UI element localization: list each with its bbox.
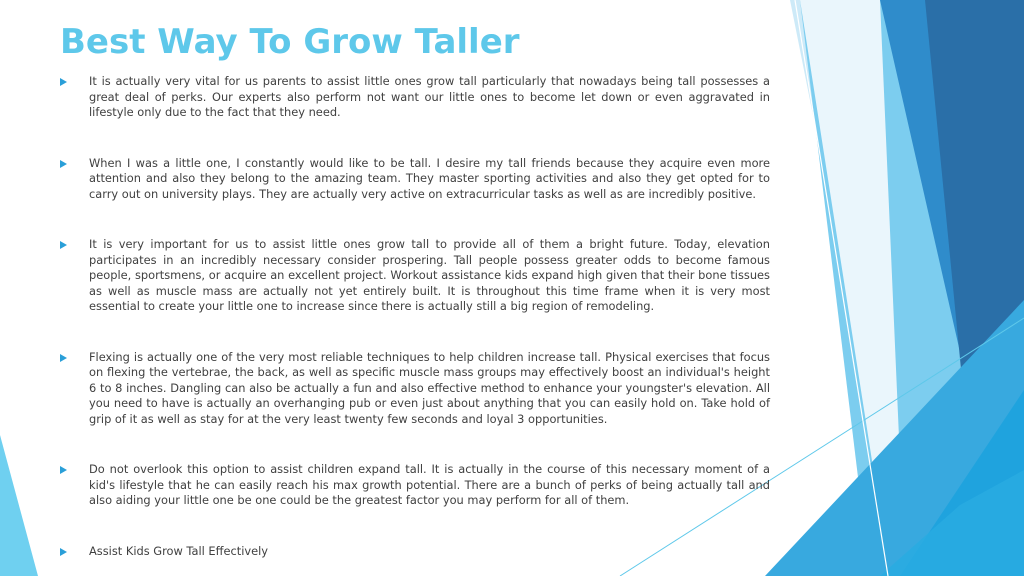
bullet-item — [58, 544, 770, 560]
bullet-item — [58, 350, 770, 428]
left-accent-shape — [0, 435, 38, 576]
triangle-bullet-icon — [60, 548, 67, 556]
triangle-bullet-icon — [60, 241, 67, 249]
bullet-item — [58, 156, 770, 203]
bullet-text: Do not overlook this option to assist children expand tall. It is actually in the course of this necessary moment of a kid's lifestyle that he can easily reach his max growth potential. There are a bunch of perks of being actually tall and also aiding your little one be one could be the greatest factor you may perform for all of them. — [89, 462, 770, 507]
bullet-item — [58, 462, 770, 509]
bullet-list — [58, 74, 770, 559]
slide-title: Best Way To Grow Taller — [60, 22, 520, 62]
bullet-item — [58, 237, 770, 315]
bullet-text: When I was a little one, I constantly would like to be tall. I desire my tall friends because they acquire even more attention and also they belong to the amazing team. They master sporting activities and also they get opted for to carry out on university plays. They are actually very active on extracurricular tasks as well as are incredibly positive. — [89, 155, 770, 201]
triangle-bullet-icon — [60, 78, 67, 86]
bullet-text: Flexing is actually one of the very most reliable techniques to help children increase tall. Physical exercises that focus on flexing the vertebrae, the back, as well as specific muscle mass groups may effectively boost an individual's height 6 to 8 inches. Dangling can also be actually a fun and also effective method to enhance your youngster's elevation. All you need to have is actually an overhanging pub or even just about anything that you can easily hold on. Take hold of grip of it as well as stay for at the very least twenty few seconds and loyal 3 opportunities. — [89, 349, 770, 426]
triangle-bullet-icon — [60, 354, 67, 362]
bullet-text: It is actually very vital for us parents to assist little ones grow tall particularly that nowadays being tall possesses a great deal of perks. Our experts also perform not want our little ones to become let down or even aggravated in lifestyle only due to the fact that they need. — [89, 74, 770, 119]
bullet-item — [58, 74, 770, 121]
triangle-bullet-icon — [60, 160, 67, 168]
triangle-bullet-icon — [60, 466, 67, 474]
bullet-text: It is very important for us to assist little ones grow tall to provide all of them a bright future. Today, elevation participates in an incredibly necessary consider prospering. Tall people possess greater odds to become famous people, sportsmens, or acquire an excellent project. Workout assistance kids expand high given that their bone tissues as well as muscle mass are actually not yet entirely built. It is throughout this time frame when it is very most essential to create your little one to increase since there is actually still a big region of remodeling. — [89, 237, 770, 313]
bullet-text: Assist Kids Grow Tall Effectively — [89, 543, 269, 558]
